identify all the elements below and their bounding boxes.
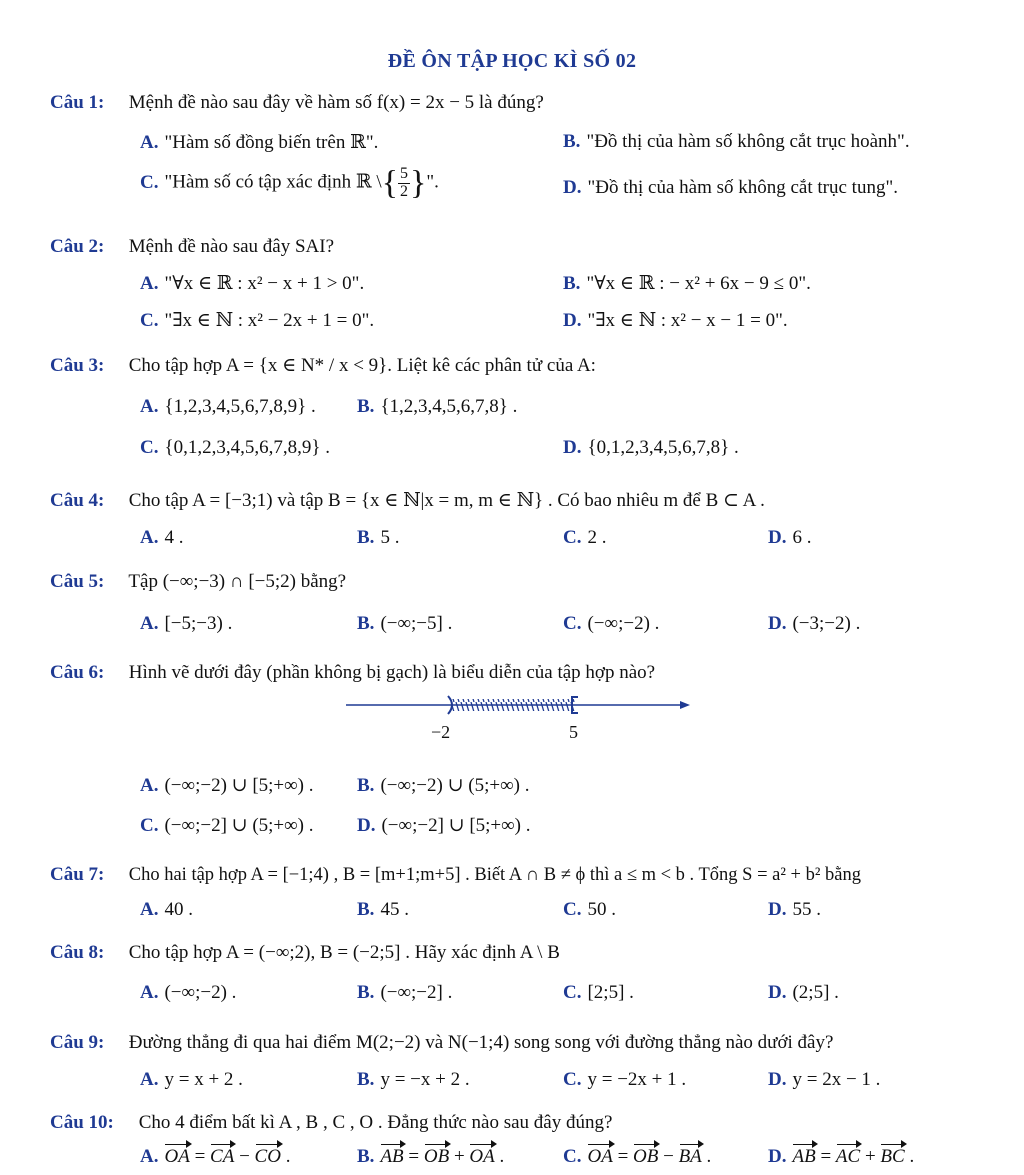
option-b: [357, 899, 409, 921]
axis-arrow: [680, 701, 690, 709]
option-text: (−∞;−2] .: [380, 982, 453, 1003]
operator: =: [408, 1146, 420, 1167]
question-text: Cho 4 điểm bất kì A , B , C , O . Đẳng thức nào sau đây đúng?: [138, 1112, 613, 1133]
question-text: Hình vẽ dưới đây (phần không bị gạch) là biểu diễn của tập hợp nào?: [128, 662, 656, 683]
option-text: {0,1,2,3,4,5,6,7,8,9} .: [164, 437, 330, 458]
option-letter: A.: [140, 899, 159, 920]
question-3: [50, 354, 596, 377]
option-a: [140, 1146, 290, 1168]
option-c: [563, 613, 659, 635]
option-text: 45 .: [380, 899, 409, 920]
option-text: 40 .: [164, 899, 193, 920]
vector: BA: [678, 1146, 702, 1167]
option-text: 2 .: [587, 527, 607, 548]
option-text: 4 .: [164, 527, 184, 548]
operator: =: [820, 1146, 832, 1167]
question-label: Câu 5:: [50, 571, 105, 592]
option-a: [140, 1069, 243, 1091]
option-letter: B.: [563, 131, 581, 152]
option-letter: C.: [563, 982, 582, 1003]
option-letter: C.: [140, 310, 159, 331]
vector: BC: [880, 1146, 905, 1167]
brace-left: {: [381, 164, 399, 202]
option-text: {1,2,3,4,5,6,7,8,9} .: [164, 396, 316, 417]
operator: =: [194, 1146, 206, 1167]
option-text: "∀x ∈ ℝ : − x² + 6x − 9 ≤ 0".: [586, 273, 811, 294]
option-letter: A.: [140, 132, 159, 153]
option-letter: C.: [140, 815, 159, 836]
question-label: Câu 10:: [50, 1112, 114, 1133]
operator: =: [617, 1146, 629, 1167]
option-letter: D.: [563, 177, 582, 198]
option-text: [−5;−3) .: [164, 613, 233, 634]
question-text: Cho hai tập hợp A = [−1;4) , B = [m+1;m+5] . Biết A ∩ B ≠ ϕ thì a ≤ m < b . Tổng S = a² + b² bằng: [128, 865, 861, 885]
option-a: [140, 396, 316, 418]
option-text: "∃x ∈ ℕ : x² − x − 1 = 0".: [587, 310, 788, 331]
option-letter: D.: [563, 437, 582, 458]
period: .: [499, 1146, 505, 1167]
option-a: [140, 774, 314, 797]
option-c: [563, 982, 634, 1004]
option-c: C. "Hàm số có tập xác định ℝ \{ $\frac{5}{2}$ }".: [140, 164, 439, 202]
option-text: (2;5] .: [792, 982, 839, 1003]
question-text: Mệnh đề nào sau đây SAI?: [128, 236, 335, 257]
vector: AC: [835, 1146, 861, 1167]
option-d: [768, 899, 821, 921]
option-text: (−3;−2) .: [792, 613, 861, 634]
vector: CO: [254, 1146, 281, 1167]
option-d: [563, 309, 788, 332]
hatched-region: [451, 699, 575, 711]
question-5: [50, 571, 346, 593]
option-c: [563, 899, 616, 921]
option-text: 6 .: [792, 527, 812, 548]
operator: −: [663, 1146, 674, 1167]
option-letter: C.: [563, 899, 582, 920]
vector: AB: [380, 1146, 404, 1167]
option-c: [563, 1069, 686, 1091]
option-b: [357, 396, 517, 418]
option-d: [768, 982, 839, 1004]
brace-right: }: [410, 164, 427, 202]
question-7: [50, 864, 861, 886]
question-4: [50, 489, 765, 512]
option-a: [140, 527, 183, 549]
vector: OA: [164, 1146, 190, 1167]
question-6: [50, 662, 655, 684]
option-letter: A.: [140, 1069, 159, 1090]
option-b: [357, 774, 529, 797]
option-a: [140, 613, 232, 635]
option-a: [140, 272, 364, 295]
question-label: Câu 3:: [50, 355, 105, 376]
option-c: [563, 1146, 711, 1168]
fraction: $\frac{5}{2}$: [400, 165, 409, 200]
option-text: (−∞;−5] .: [380, 613, 453, 634]
option-b: [357, 1069, 470, 1091]
option-letter: A.: [140, 527, 159, 548]
option-letter: A.: [140, 1146, 159, 1167]
option-letter: A.: [140, 396, 159, 417]
option-text: 5 .: [380, 527, 400, 548]
option-letter: D.: [768, 1069, 787, 1090]
question-text: Đường thẳng đi qua hai điểm M(2;−2) và N(−1;4) song song với đường thẳng nào dưới đây?: [128, 1032, 834, 1053]
option-letter: B.: [357, 1146, 375, 1167]
option-letter: B.: [357, 899, 375, 920]
option-text: "Hàm số đồng biến trên ℝ".: [164, 132, 379, 153]
option-d: [768, 1069, 880, 1091]
option-letter: B.: [563, 273, 581, 294]
option-d: [768, 1146, 914, 1168]
operator: +: [864, 1146, 876, 1167]
option-letter: B.: [357, 775, 375, 796]
option-letter: B.: [357, 396, 375, 417]
vector: OB: [633, 1146, 659, 1167]
period: .: [706, 1146, 712, 1167]
question-9: [50, 1032, 833, 1054]
option-letter: B.: [357, 1069, 375, 1090]
number-line-svg: [340, 692, 700, 752]
question-label: Câu 9:: [50, 1032, 105, 1053]
option-text: [2;5] .: [587, 982, 634, 1003]
option-letter: B.: [357, 613, 375, 634]
option-letter: D.: [768, 982, 787, 1003]
option-d: [357, 814, 531, 837]
option-letter: D.: [357, 815, 376, 836]
option-letter: C.: [563, 527, 582, 548]
option-letter: C.: [563, 1146, 582, 1167]
option-b: [357, 613, 452, 635]
option-a: [140, 982, 236, 1004]
option-d: [768, 527, 811, 549]
question-label: Câu 6:: [50, 662, 105, 683]
tick-label-left: −2: [431, 722, 451, 742]
option-b: [357, 1146, 504, 1168]
option-letter: B.: [357, 527, 375, 548]
question-label: Câu 1:: [50, 92, 105, 113]
option-a: [140, 899, 193, 921]
option-text: (−∞;−2) .: [587, 613, 660, 634]
option-letter: D.: [768, 899, 787, 920]
option-text: "∀x ∈ ℝ : x² − x + 1 > 0".: [164, 273, 365, 294]
option-letter: D.: [768, 613, 787, 634]
operator: −: [239, 1146, 250, 1167]
option-letter: B.: [357, 982, 375, 1003]
page-title: ĐỀ ÔN TẬP HỌC KÌ SỐ 02: [387, 50, 637, 72]
option-c: [140, 309, 374, 332]
option-letter: C.: [563, 1069, 582, 1090]
option-text: "Đồ thị của hàm số không cắt trục hoành".: [586, 131, 910, 152]
question-label: Câu 7:: [50, 864, 105, 885]
option-b: [563, 272, 811, 295]
question-text: Tập (−∞;−3) ∩ [−5;2) bằng?: [128, 571, 347, 592]
number-line-figure: [340, 692, 700, 758]
period: .: [285, 1146, 291, 1167]
question-label: Câu 4:: [50, 490, 105, 511]
option-b: [563, 131, 910, 153]
question-text: Cho tập hợp A = {x ∈ N* / x < 9}. Liệt kê các phân tử của A:: [128, 355, 596, 376]
question-text: Cho tập A = [−3;1) và tập B = {x ∈ ℕ|x = m, m ∈ ℕ} . Có bao nhiêu m để B ⊂ A .: [128, 490, 765, 511]
option-text: y = x + 2 .: [164, 1069, 243, 1090]
option-text: 55 .: [792, 899, 821, 920]
vector: AB: [792, 1146, 816, 1167]
question-1: [50, 92, 544, 114]
question-8: [50, 942, 560, 964]
option-letter: C.: [563, 613, 582, 634]
option-text: {0,1,2,3,4,5,6,7,8} .: [587, 437, 739, 458]
question-2: [50, 236, 334, 258]
option-a: [140, 131, 378, 154]
period: .: [909, 1146, 915, 1167]
option-c: [140, 814, 314, 837]
option-letter: A.: [140, 613, 159, 634]
option-letter: D.: [563, 310, 582, 331]
option-text: "Hàm số có tập xác định ℝ \: [164, 171, 382, 193]
option-text: y = −x + 2 .: [380, 1069, 470, 1090]
question-label: Câu 8:: [50, 942, 105, 963]
tick-label-right: 5: [569, 722, 578, 742]
option-b: [357, 982, 452, 1004]
option-letter: D.: [768, 1146, 787, 1167]
option-d: [563, 177, 898, 199]
question-text: Cho tập hợp A = (−∞;2), B = (−2;5] . Hãy xác định A \ B: [128, 942, 560, 963]
option-d: [768, 613, 860, 635]
option-text: {1,2,3,4,5,6,7,8} .: [380, 396, 518, 417]
option-text: 50 .: [587, 899, 616, 920]
option-text: (−∞;−2) ∪ [5;+∞) .: [164, 775, 314, 796]
option-text: (−∞;−2] ∪ [5;+∞) .: [381, 815, 531, 836]
option-letter: A.: [140, 273, 159, 294]
vector: OA: [587, 1146, 613, 1167]
vector: OA: [469, 1146, 495, 1167]
option-text: y = 2x − 1 .: [792, 1069, 881, 1090]
operator: +: [453, 1146, 465, 1167]
option-c: [140, 437, 330, 459]
option-letter: D.: [768, 527, 787, 548]
option-letter: C.: [140, 437, 159, 458]
option-text: "Đồ thị của hàm số không cắt trục tung".: [587, 177, 898, 198]
question-label: Câu 2:: [50, 236, 105, 257]
option-letter: A.: [140, 775, 159, 796]
option-text: (−∞;−2) .: [164, 982, 237, 1003]
option-text: y = −2x + 1 .: [587, 1069, 687, 1090]
option-letter: C.: [140, 171, 159, 193]
option-text: "∃x ∈ ℕ : x² − 2x + 1 = 0".: [164, 310, 375, 331]
vector: CA: [210, 1146, 235, 1167]
option-d: [563, 437, 739, 459]
option-c: [563, 527, 606, 549]
option-letter: A.: [140, 982, 159, 1003]
question-10: [50, 1112, 612, 1134]
question-text: Mệnh đề nào sau đây về hàm số f(x) = 2x − 5 là đúng?: [128, 92, 544, 113]
option-text: (−∞;−2) ∪ (5;+∞) .: [380, 775, 530, 796]
vector: OB: [423, 1146, 450, 1167]
option-b: [357, 527, 399, 549]
option-text: (−∞;−2] ∪ (5;+∞) .: [164, 815, 314, 836]
